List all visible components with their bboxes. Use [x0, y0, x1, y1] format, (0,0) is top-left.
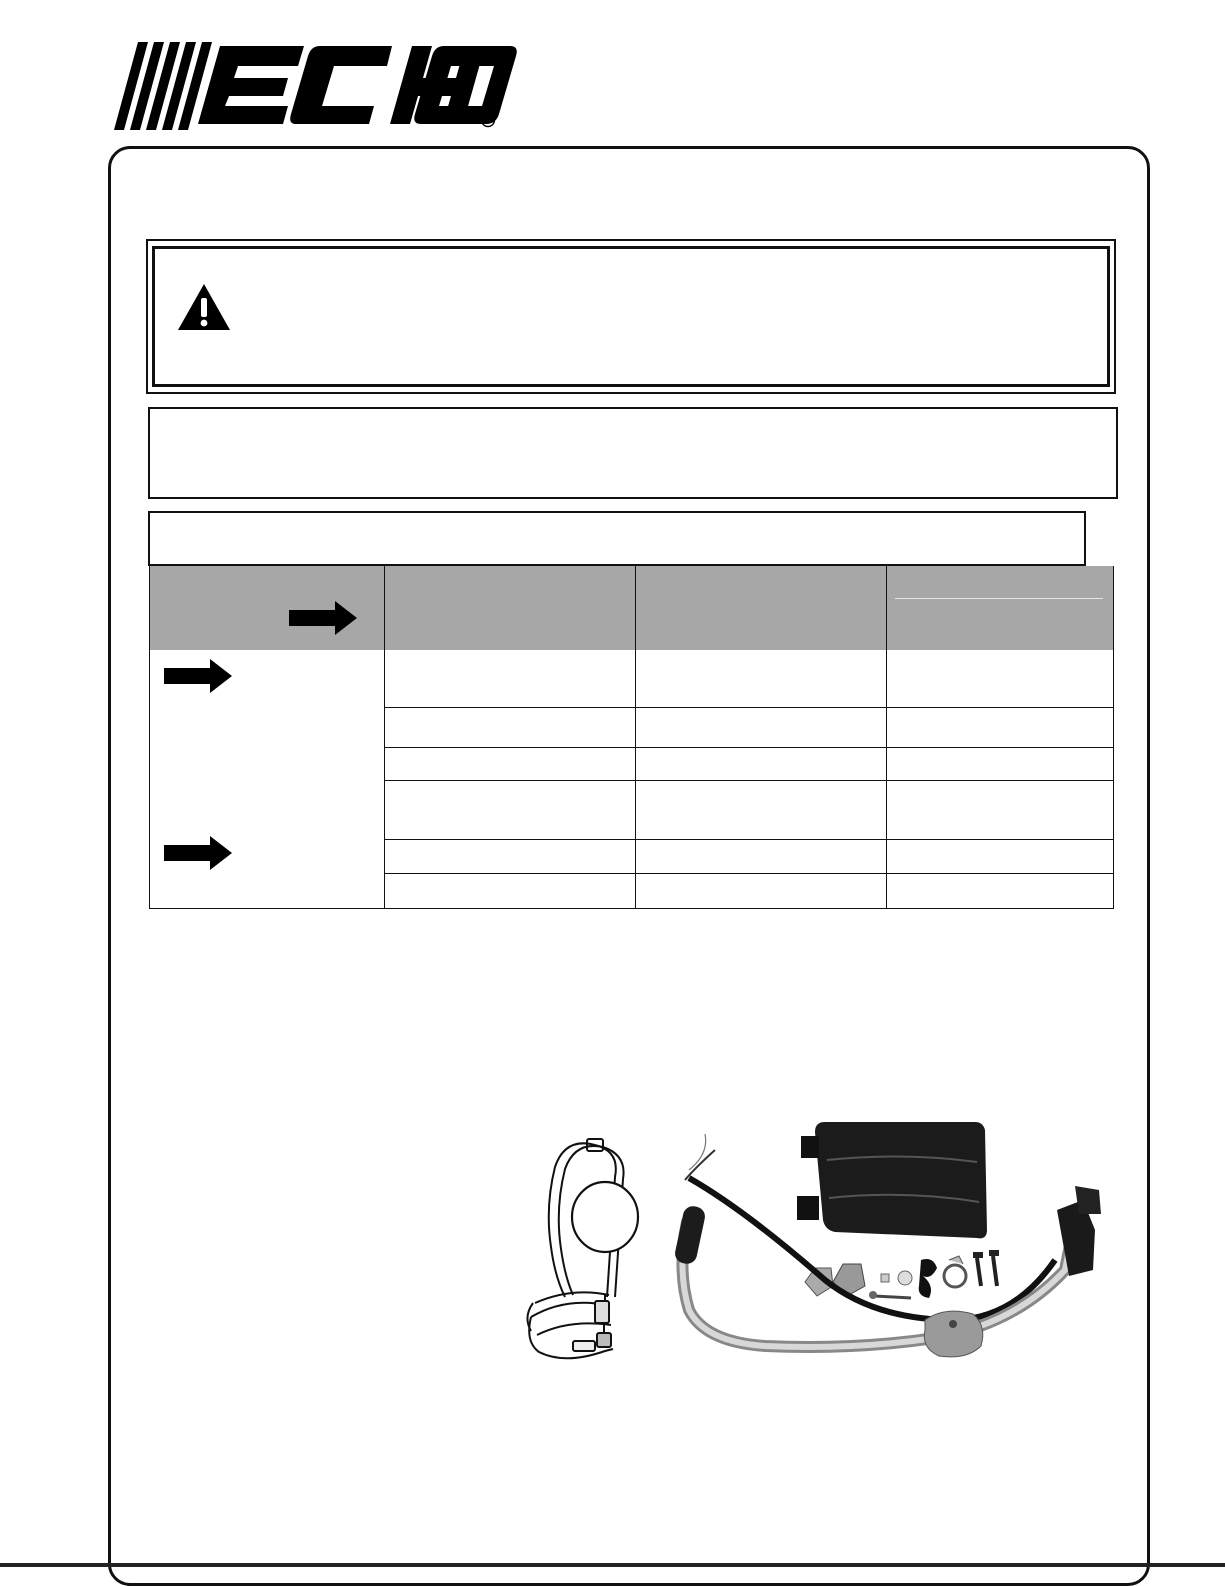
table-cell	[887, 840, 1114, 874]
warning-triangle-icon	[176, 282, 232, 332]
right-arrow-icon	[289, 601, 357, 635]
handle-conversion-kit-image	[655, 1110, 1115, 1385]
registered-mark: ®	[484, 115, 492, 126]
table-cell	[887, 708, 1114, 748]
warning-box-inner	[152, 246, 1110, 387]
notice-box	[148, 407, 1118, 499]
echo-logo	[108, 38, 518, 134]
table-header-cell	[887, 566, 1114, 650]
table-cell	[636, 781, 887, 840]
table-cell	[385, 708, 636, 748]
table-cell	[887, 781, 1114, 840]
table-cell	[636, 650, 887, 708]
table-cell	[636, 874, 887, 909]
table-cell	[385, 781, 636, 840]
table-cell	[887, 874, 1114, 909]
table-cell	[636, 708, 887, 748]
table-cell	[887, 650, 1114, 708]
table-cell	[385, 748, 636, 781]
table-cell	[636, 748, 887, 781]
table-cell	[636, 840, 887, 874]
right-arrow-icon	[164, 659, 232, 693]
table-header-cell	[385, 566, 636, 650]
echo-logo-graphic	[108, 38, 518, 134]
table-cell	[385, 874, 636, 909]
table-cell	[385, 840, 636, 874]
right-arrow-icon	[164, 836, 232, 870]
table-header-cell	[636, 566, 887, 650]
table-cell	[887, 748, 1114, 781]
table-title-box	[148, 511, 1086, 566]
table-cell	[385, 650, 636, 708]
header-divider	[895, 598, 1103, 599]
shoulder-harness-image	[525, 1137, 650, 1372]
bottom-edge-rule	[0, 1563, 1225, 1567]
